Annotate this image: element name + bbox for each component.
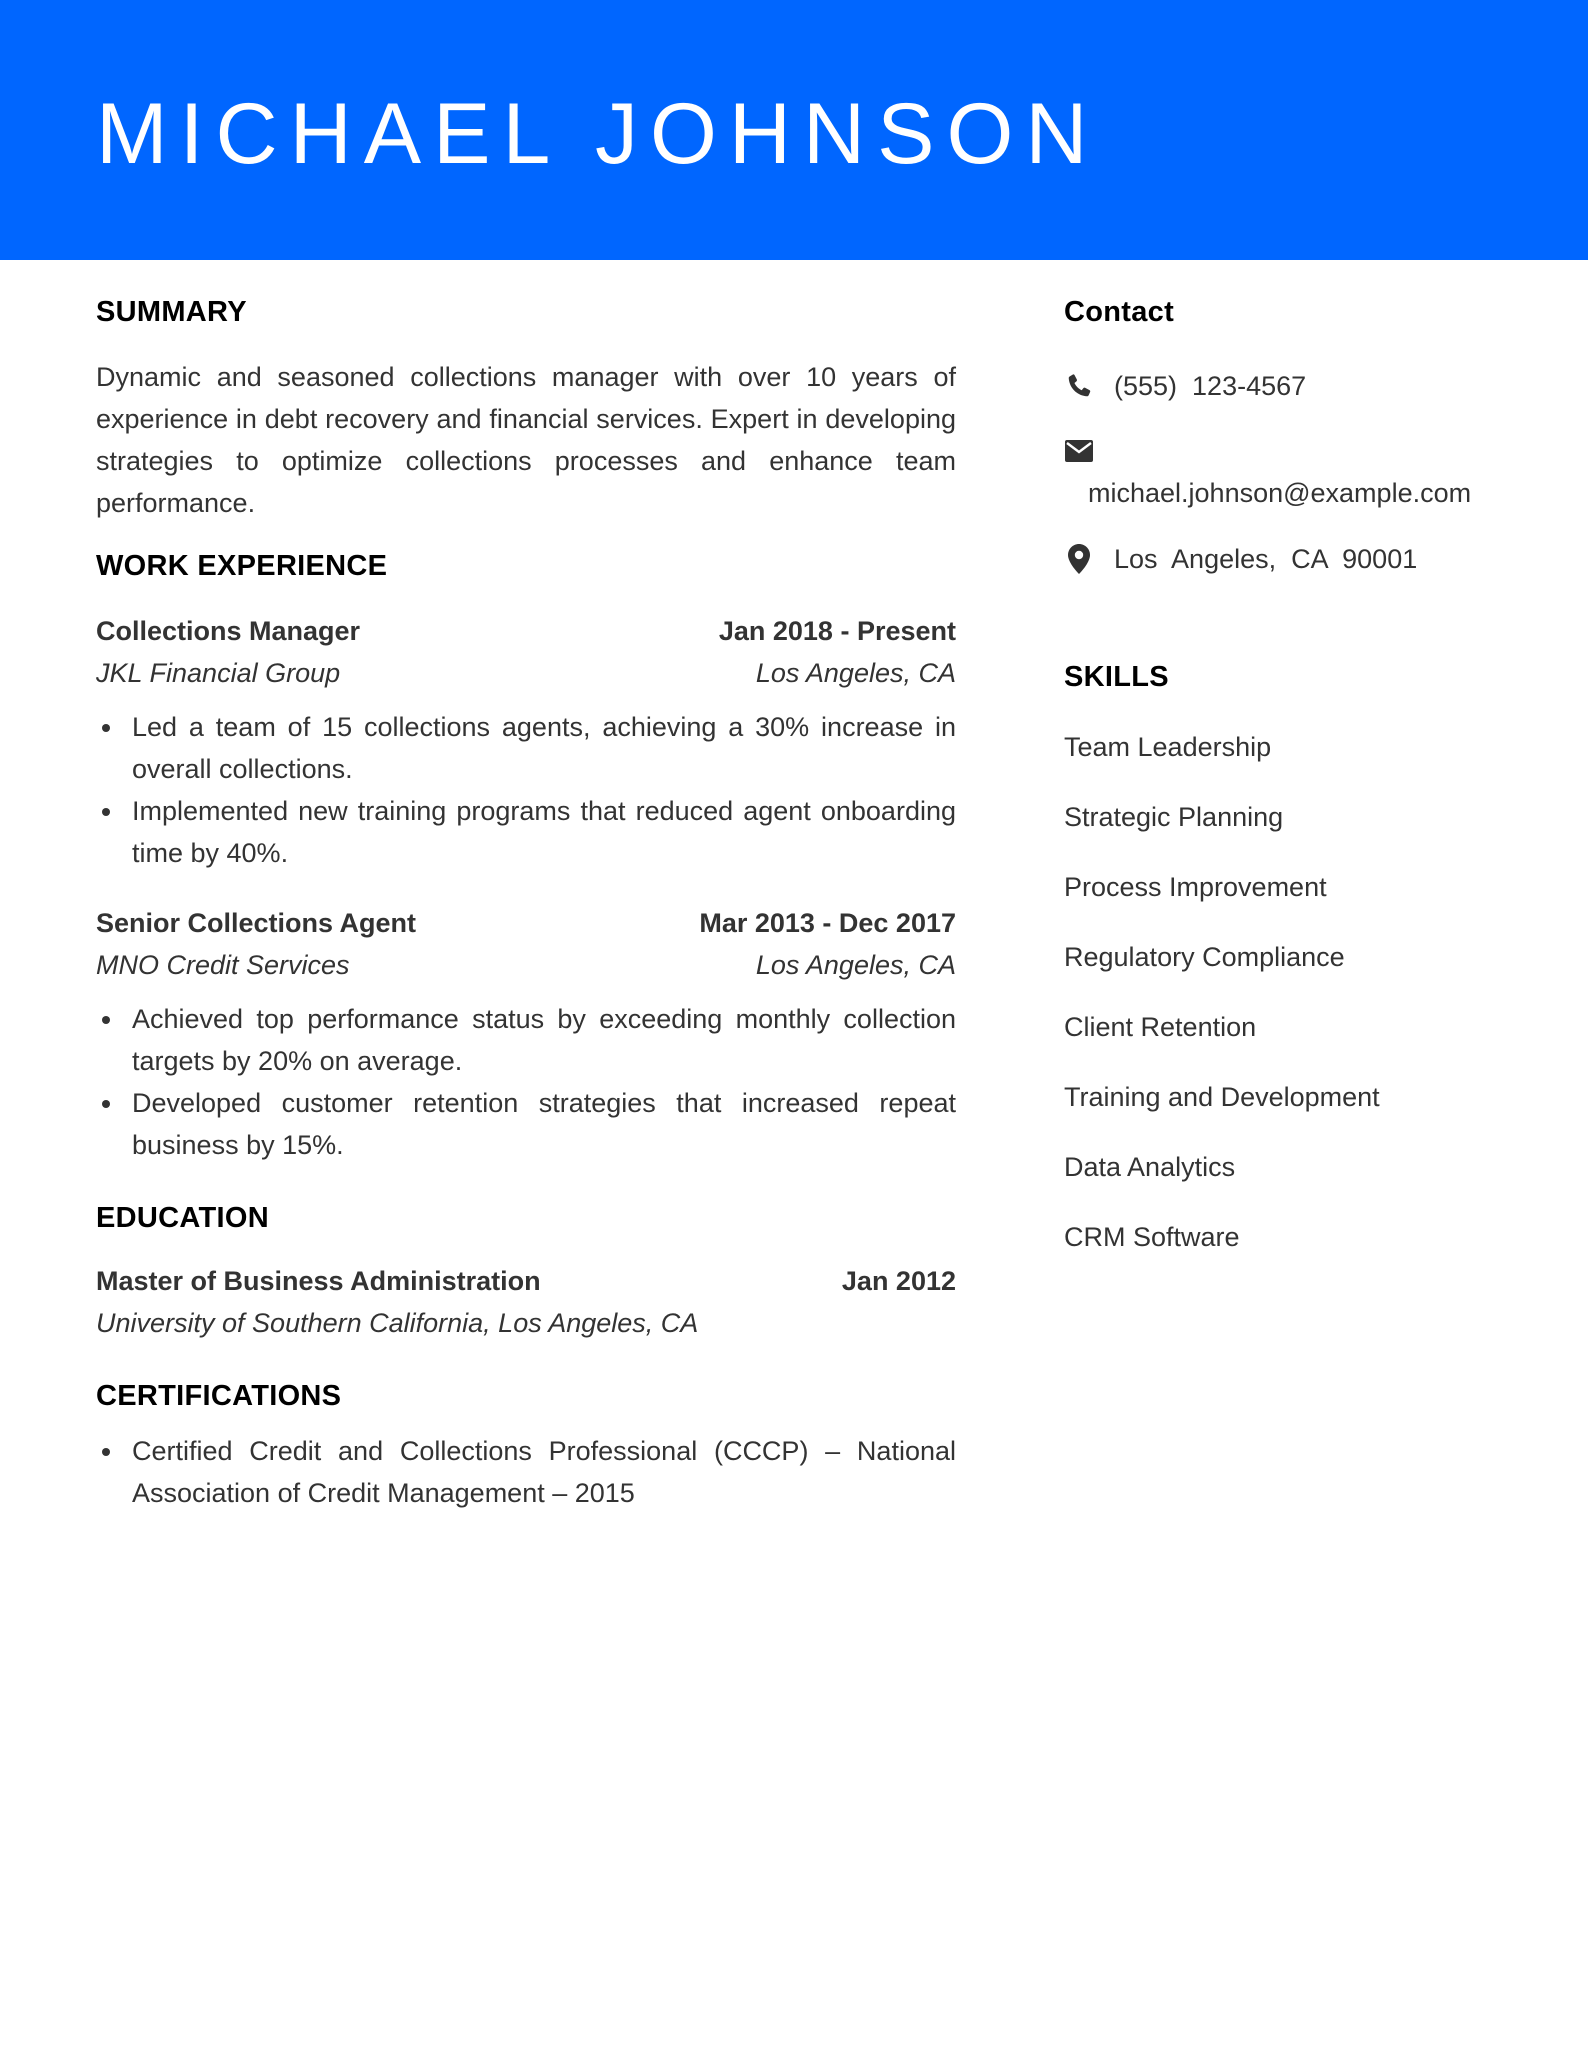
education-heading: EDUCATION xyxy=(96,1202,269,1234)
contact-phone xyxy=(1064,366,1534,406)
skill-item: CRM Software xyxy=(1064,1222,1240,1252)
skills-heading: SKILLS xyxy=(1064,661,1169,693)
summary-text: Dynamic and seasoned collections manager with over 10 years of experience in debt recovery and financial services. Expert in developing strategies to optimize collections processes and enhance team performance. xyxy=(96,362,956,518)
map-pin-icon xyxy=(1064,544,1094,574)
job-role: Collections Manager xyxy=(96,616,361,646)
envelope-icon xyxy=(1064,436,1094,466)
skills-list xyxy=(1064,713,1534,1273)
email-address[interactable]: michael.johnson@example.com xyxy=(1088,478,1472,508)
resume-header xyxy=(0,0,1588,260)
job-role: Senior Collections Agent xyxy=(96,908,417,938)
job-entry xyxy=(96,610,956,874)
location-text: Los Angeles, CA 90001 xyxy=(1114,544,1418,574)
contact-email xyxy=(1064,436,1534,513)
job-entry xyxy=(96,902,956,1166)
phone-icon xyxy=(1064,371,1094,401)
job-bullet: Developed customer retention strategies that increased repeat business by 15%. xyxy=(96,1082,956,1166)
work-experience-heading: WORK EXPERIENCE xyxy=(96,550,388,582)
skill-item: Regulatory Compliance xyxy=(1064,942,1345,972)
degree: Master of Business Administration xyxy=(96,1266,541,1296)
sidebar xyxy=(1064,290,1534,1273)
phone-number[interactable]: (555) 123-4567 xyxy=(1114,371,1307,401)
main-column xyxy=(96,290,956,1514)
contact-list xyxy=(1064,366,1534,579)
job-bullets xyxy=(96,998,956,1166)
skill-item: Client Retention xyxy=(1064,1012,1257,1042)
education-date: Jan 2012 xyxy=(841,1266,956,1296)
summary-heading: SUMMARY xyxy=(96,296,247,328)
job-location: Los Angeles, CA xyxy=(755,950,956,980)
job-dates: Mar 2013 - Dec 2017 xyxy=(699,908,956,938)
certifications-heading: CERTIFICATIONS xyxy=(96,1380,342,1412)
skill-item: Process Improvement xyxy=(1064,872,1327,902)
skill-item: Team Leadership xyxy=(1064,732,1272,762)
job-bullet: Led a team of 15 collections agents, achieving a 30% increase in overall collections. xyxy=(96,706,956,790)
job-bullets xyxy=(96,706,956,874)
job-dates: Jan 2018 - Present xyxy=(718,616,956,646)
contact-heading: Contact xyxy=(1064,296,1175,328)
certification-item: Certified Credit and Collections Professional (CCCP) – National Association of Credit Management – 2015 xyxy=(96,1430,956,1514)
certifications-list xyxy=(96,1430,956,1514)
candidate-name: MICHAEL JOHNSON xyxy=(96,86,1100,182)
skill-item: Training and Development xyxy=(1064,1082,1380,1112)
skill-item: Data Analytics xyxy=(1064,1152,1236,1182)
school: University of Southern California, Los Angeles, CA xyxy=(96,1308,699,1338)
job-company: JKL Financial Group xyxy=(96,658,341,688)
job-bullet: Implemented new training programs that reduced agent onboarding time by 40%. xyxy=(96,790,956,874)
job-bullet: Achieved top performance status by exceeding monthly collection targets by 20% on average. xyxy=(96,998,956,1082)
contact-location xyxy=(1064,539,1534,579)
skill-item: Strategic Planning xyxy=(1064,802,1284,832)
job-company: MNO Credit Services xyxy=(96,950,350,980)
job-location: Los Angeles, CA xyxy=(755,658,956,688)
education-entry xyxy=(96,1260,956,1344)
